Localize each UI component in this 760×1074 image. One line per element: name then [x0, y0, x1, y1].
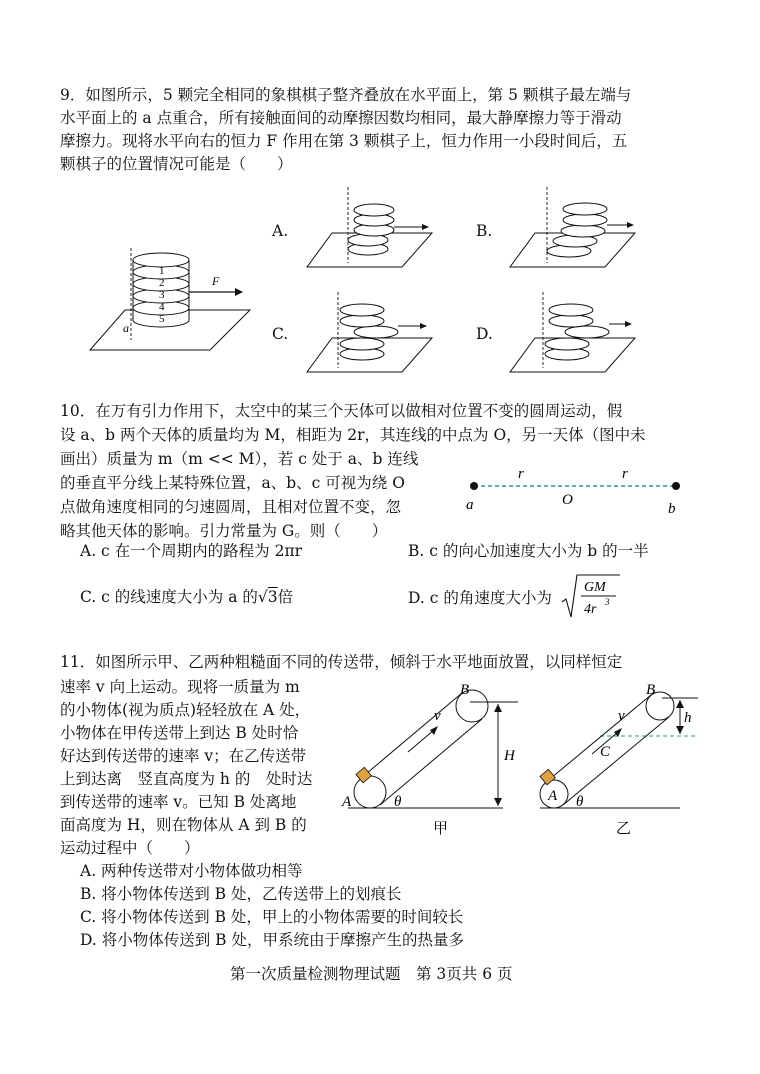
q11-yi-caption: 乙 — [616, 821, 632, 837]
q9-piece-2: 2 — [159, 277, 165, 289]
q10-line-2: 设 a、b 两个天体的质量均为 M，相距为 2r，其连线的中点为 O，另一天体（图中未 — [60, 426, 646, 444]
q10-line-6: 略其他天体的影响。引力常量为 G。则（ ） — [60, 522, 388, 540]
q11-option-d[interactable]: D. 将小物体传送到 B 处，甲系统由于摩擦产生的热量多 — [80, 931, 464, 949]
q10-point-O: O — [562, 492, 573, 508]
q10-point-a: a — [466, 497, 474, 513]
q9-option-c-label[interactable]: C. — [272, 325, 289, 343]
q9-main-figure — [85, 240, 265, 360]
q9-option-a-figure — [302, 185, 442, 275]
q10-formula-exp: 3 — [605, 597, 610, 607]
q11-yi-B: B — [646, 682, 656, 698]
q10-r-left: r — [518, 466, 524, 482]
q9-option-d-label[interactable]: D. — [476, 325, 493, 343]
q9-option-b-label[interactable]: B. — [476, 222, 493, 240]
q9-force-label: F — [212, 274, 220, 288]
q11-yi-theta: θ — [576, 794, 584, 810]
q9-option-d-figure — [505, 290, 645, 380]
q11-yi-h: h — [684, 710, 692, 726]
q9-option-b-figure — [505, 185, 645, 275]
q11-left-line-8: 运动过程中（ ） — [60, 839, 200, 857]
q9-piece-4: 4 — [159, 301, 165, 313]
q9-piece-1: 1 — [159, 265, 165, 277]
q9-piece-3: 3 — [159, 289, 165, 301]
q11-yi-v: v — [618, 708, 625, 724]
q10-line-5: 点做角速度相同的匀速圆周，且相对位置不变，忽 — [60, 498, 402, 516]
sqrt-symbol: √ — [257, 588, 268, 606]
q11-jia-v: v — [434, 708, 441, 724]
q10-option-d-text: D. c 的角速度大小为 — [408, 589, 552, 607]
q10-option-c-text: C. c 的线速度大小为 a 的 — [80, 588, 258, 606]
page-footer: 第一次质量检测物理试题 第 3页共 6 页 — [230, 965, 513, 983]
q11-option-c[interactable]: C. 将小物体传送到 B 处，甲上的小物体需要的时间较长 — [80, 908, 464, 926]
q9-option-a-label[interactable]: A. — [272, 222, 289, 240]
q10-point-b: b — [668, 501, 676, 517]
q10-option-c-tail: 倍 — [277, 588, 294, 606]
q11-yi-A: A — [548, 788, 558, 804]
q11-option-b[interactable]: B. 将小物体传送到 B 处，乙传送带上的划痕长 — [80, 885, 402, 903]
q11-option-a[interactable]: A. 两种传送带对小物体做功相等 — [80, 862, 303, 880]
q9-line-3: 摩擦力。现将水平向右的恒力 F 作用在第 3 颗棋子上，恒力作用一小段时间后，五 — [60, 132, 628, 150]
q10-option-c-radicand: 3 — [267, 588, 278, 606]
q11-left-line-3: 小物体在甲传送带上到达 B 处时恰 — [60, 724, 299, 742]
q11-figure-jia — [338, 680, 528, 840]
q10-line-1: 10．在万有引力作用下，太空中的某三个天体可以做相对位置不变的圆周运动，假 — [60, 402, 623, 420]
q11-jia-caption: 甲 — [433, 821, 449, 837]
q11-left-line-6: 到传送带的速率 v。已知 B 处离地 — [60, 793, 297, 811]
q11-jia-B: B — [460, 682, 470, 698]
q9-line-4: 颗棋子的位置情况可能是（ ） — [60, 155, 293, 173]
q10-formula-num: GM — [584, 580, 606, 595]
q10-option-a[interactable]: A. c 在一个周期内的路程为 2πr — [80, 542, 303, 560]
q11-left-line-1: 速率 v 向上运动。现将一质量为 m — [60, 678, 300, 696]
q9-option-c-figure — [302, 290, 442, 380]
q11-left-line-5: 上到达离 竖直高度为 h 的 处时达 — [60, 770, 313, 788]
q11-figure-yi — [530, 680, 710, 840]
q11-line-1: 11．如图所示甲、乙两种粗糙面不同的传送带，倾斜于水平地面放置，以同样恒定 — [60, 653, 623, 671]
q10-figure — [458, 464, 688, 520]
q10-line-4: 的垂直平分线上某特殊位置，a、b、c 可视为绕 O — [60, 474, 405, 492]
q11-yi-C: C — [600, 744, 611, 760]
q10-r-right: r — [622, 466, 628, 482]
q10-formula-den: 4r — [584, 602, 597, 617]
q10-option-c[interactable] — [80, 586, 293, 608]
q11-jia-A: A — [342, 794, 352, 810]
q10-option-b[interactable]: B. c 的向心加速度大小为 b 的一半 — [408, 542, 649, 560]
q11-jia-theta: θ — [394, 794, 402, 810]
q11-left-line-4: 好达到传送带的速率 v；在乙传送带 — [60, 747, 307, 765]
q9-piece-5: 5 — [159, 313, 165, 325]
q11-jia-H: H — [504, 748, 515, 764]
q10-option-d-formula — [560, 572, 622, 620]
q9-line-2: 水平面上的 a 点重合，所有接触面间的动摩擦因数均相同，最大静摩擦力等于滑动 — [60, 109, 622, 127]
q9-line-1: 9．如图所示，5 颗完全相同的象棋棋子整齐叠放在水平面上，第 5 颗棋子最左端与 — [60, 86, 632, 104]
q10-line-3: 画出）质量为 m（m << M），若 c 处于 a、b 连线 — [60, 450, 419, 468]
q11-left-line-7: 面高度为 H，则在物体从 A 到 B 的 — [60, 816, 307, 834]
q9-point-label: a — [123, 321, 129, 335]
q11-left-line-2: 的小物体(视为质点)轻轻放在 A 处， — [60, 701, 311, 719]
